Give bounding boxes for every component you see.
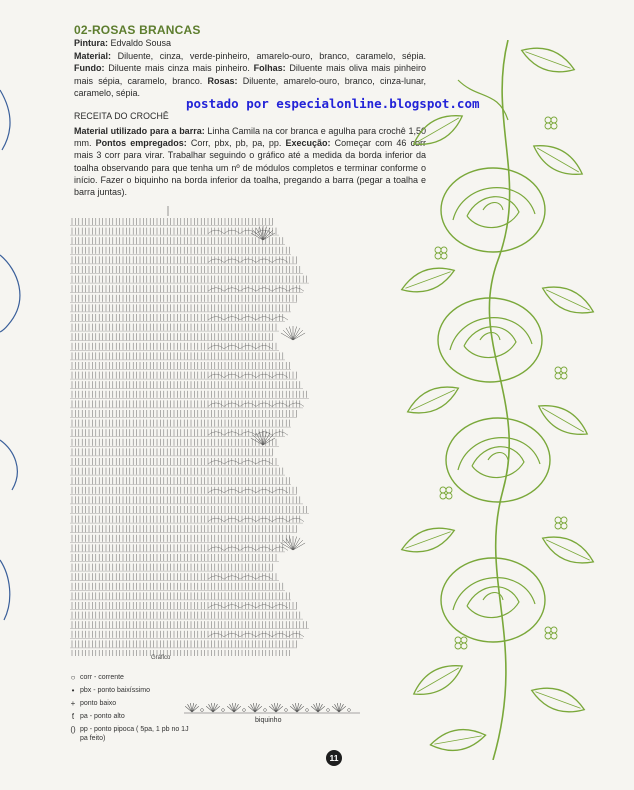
recipe-execucao-label: Execução: (285, 138, 331, 149)
legend-item (66, 712, 196, 721)
fundo-label: Fundo: (74, 63, 105, 74)
recipe-pontos-value: Corr, pbx, pb, pa, pp. (186, 138, 286, 149)
stitch-legend (66, 673, 196, 747)
crochet-instructions (74, 125, 426, 198)
crochet-chart-grid (68, 206, 344, 656)
legend-text: pbx - ponto baixíssimo (80, 687, 151, 694)
pintura-label: Pintura: (74, 38, 109, 48)
recipe-heading: RECEITA DO CROCHÊ (74, 111, 169, 121)
painting-instructions (74, 37, 426, 100)
edging-caption: biquinho (255, 717, 282, 724)
legend-item (66, 725, 196, 743)
fundo-value: Diluente mais cinza mais pinheiro. (104, 63, 254, 74)
material-label: Material: (74, 50, 112, 61)
material-value: Diluente, cinza, verde-pinheiro, amarelo-ouro, branco, caramelo, sépia. (111, 50, 426, 61)
recipe-material-label: Material utilizado para a barra: (74, 126, 205, 136)
legend-symbol: • (71, 686, 75, 695)
recipe-pontos-label: Pontos empregados: (95, 138, 187, 149)
rosas-label: Rosas: (207, 75, 238, 86)
folhas-label: Folhas: (253, 63, 286, 74)
legend-symbol: ƭ (71, 712, 75, 721)
legend-text: ponto baixo (80, 700, 117, 707)
pintura-value: Edvaldo Sousa (108, 38, 172, 48)
legend-item (66, 699, 196, 708)
page-gutter-leaf-art (0, 0, 38, 790)
page-number-badge: 11 (326, 750, 342, 766)
recipe-execucao-value: Começar com 46 corr mais 3 corr para virar. Trabalhar seguindo o gráfico até a medida da borda inferior da toalha observando para que tenha um nº de módulos completos e terminar conforme o início. Fazer o biquinho na borda inferior da toalha, pregando a barra (pegar a toalha e barra juntas). (74, 138, 426, 198)
recipe-material-value: Linha Camila na cor branca e agulha para crochê 1,50 mm. (74, 126, 426, 149)
chart-caption: Gráfico (151, 655, 171, 661)
legend-symbol: + (70, 699, 76, 708)
legend-symbol: () (70, 725, 76, 734)
legend-text: pp - ponto pipoca ( 5pa, 1 pb no 1J pa feito) (80, 726, 189, 742)
legend-item (66, 686, 196, 695)
legend-text: pa - ponto alto (80, 713, 125, 720)
rose-border-line-art (398, 40, 596, 760)
legend-item (66, 673, 196, 682)
legend-text: corr - corrente (80, 674, 124, 681)
legend-symbol: ○ (70, 673, 76, 682)
blog-watermark: postado por especialonline.blogspot.com (186, 96, 480, 111)
pattern-title: 02-ROSAS BRANCAS (74, 23, 201, 37)
edging-diagram (182, 696, 362, 718)
folhas-value: Diluente mais oliva mais pinheiro mais sépia, caramelo, branco. (74, 63, 426, 86)
rosas-value: Diluente, amarelo-ouro, branco, cinza-lunar, caramelo, sépia. (74, 75, 426, 99)
